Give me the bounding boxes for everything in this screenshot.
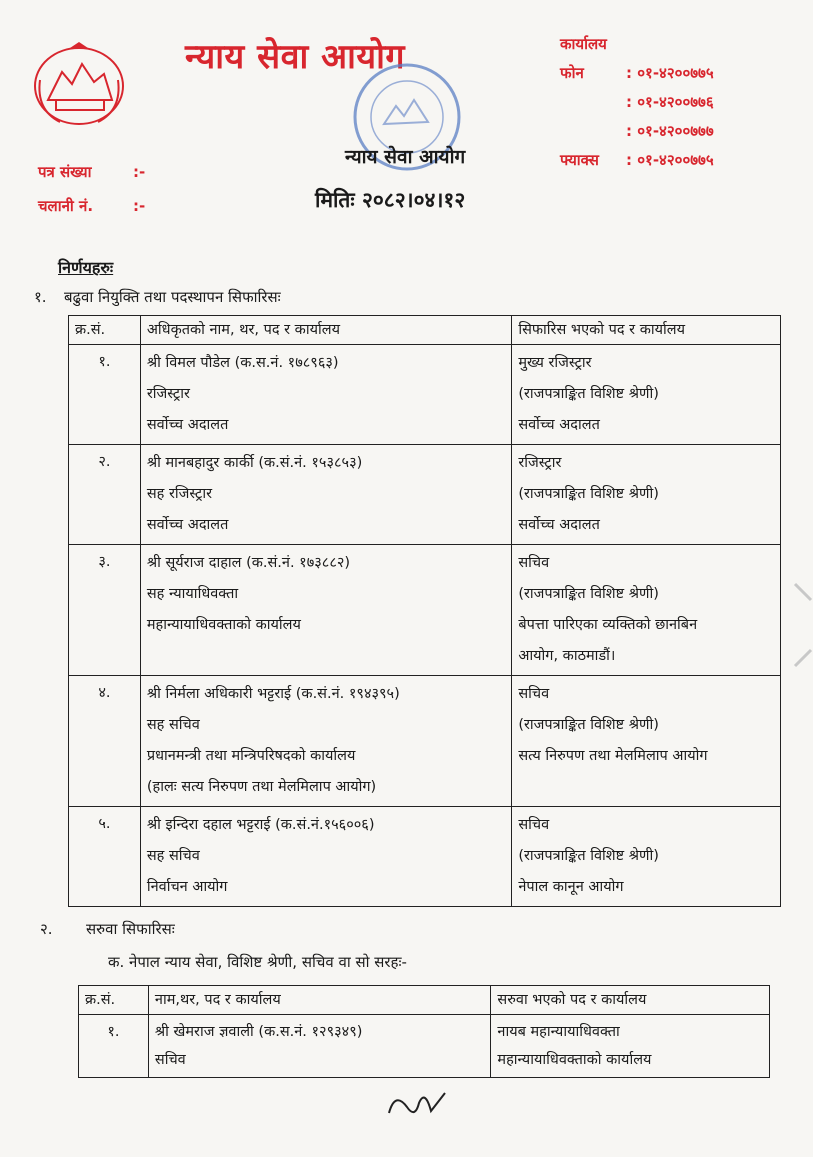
reference-block — [38, 155, 145, 223]
chevron-right-icon[interactable] — [793, 580, 813, 670]
org-title: न्याय सेवा आयोग — [185, 37, 406, 77]
phone-2: : ०१-४२००७७६ — [626, 93, 714, 111]
table-row: ३. श्री सूर्यराज दाहाल (क.सं.नं. १७३८८२) सह न्यायाधिवक्ता महान्यायाधिवक्ताको कार्यालय सचिव (राजपत्राङ्कित विशिष्ट श्रेणी) बेपत्ता पारिएका व्यक्तिको छानबिन आयोग, काठमाडौं। — [69, 545, 781, 676]
table-header-row — [69, 316, 781, 345]
col-sn: क्र.सं. — [69, 316, 141, 345]
chalani-label: चलानी नं. — [38, 197, 94, 215]
phone-1: : ०१-४२००७७५ — [626, 64, 714, 82]
table-row: १. श्री विमल पौडेल (क.स.नं. १७८९६३) रजिस्ट्रार सर्वोच्च अदालत मुख्य रजिस्ट्रार (राजपत्राङ्कित विशिष्ट श्रेणी) सर्वोच्च अदालत — [69, 345, 781, 445]
contact-block — [560, 30, 714, 175]
col-officer: नाम,थर, पद र कार्यालय — [148, 986, 491, 1015]
transfer-table — [78, 985, 770, 1078]
office-label: कार्यालय — [560, 35, 607, 53]
subtitle: न्याय सेवा आयोग — [345, 146, 466, 168]
fax-number: : ०१-४२००७७५ — [626, 151, 714, 169]
section2-title: २. सरुवा सिफारिसः — [40, 920, 175, 938]
patra-label: पत्र संख्या — [38, 163, 92, 181]
section2-subtitle: क. नेपाल न्याय सेवा, विशिष्ट श्रेणी, सचिव वा सो सरहः- — [108, 953, 407, 971]
col-recommended: सिफारिस भएको पद र कार्यालय — [512, 316, 781, 345]
fax-label: फ्याक्स — [560, 151, 599, 169]
col-transfer: सरुवा भएको पद र कार्यालय — [491, 986, 770, 1015]
table-row: २. श्री मानबहादुर कार्की (क.सं.नं. १५३८५३) सह रजिस्ट्रार सर्वोच्च अदालत रजिस्ट्रार (राजपत्राङ्कित विशिष्ट श्रेणी) सर्वोच्च अदालत — [69, 445, 781, 545]
col-sn: क्र.सं. — [79, 986, 149, 1015]
table-header-row — [79, 986, 770, 1015]
decisions-heading: निर्णयहरुः — [58, 258, 114, 277]
col-officer: अधिकृतको नाम, थर, पद र कार्यालय — [140, 316, 511, 345]
table-row: ५. श्री इन्दिरा दहाल भट्टराई (क.सं.नं.१५६००६) सह सचिव निर्वाचन आयोग सचिव (राजपत्राङ्कित विशिष्ट श्रेणी) नेपाल कानून आयोग — [69, 807, 781, 907]
phone-3: : ०१-४२००७७७ — [626, 122, 714, 140]
patra-value: :- — [133, 163, 146, 181]
signature-icon — [385, 1085, 450, 1125]
table-row: ४. श्री निर्मला अधिकारी भट्टराई (क.सं.नं. १९४३९५) सह सचिव प्रधानमन्त्री तथा मन्त्रिपरिषदको कार्यालय (हालः सत्य निरुपण तथा मेलमिलाप आयोग) सचिव (राजपत्राङ्कित विशिष्ट श्रेणी) सत्य निरुपण तथा मेलमिलाप आयोग — [69, 676, 781, 807]
section1-title: १. बढुवा नियुक्ति तथा पदस्थापन सिफारिसः — [34, 288, 281, 306]
date: मितिः २०८२।०४।१२ — [315, 188, 466, 212]
phone-label: फोन — [560, 64, 584, 82]
nepal-emblem-icon — [30, 40, 128, 128]
chalani-value: :- — [133, 197, 146, 215]
promotion-table — [68, 315, 781, 907]
table-row: १. श्री खेमराज ज्ञवाली (क.स.नं. १२९३४९) सचिव नायब महान्यायाधिवक्ता महान्यायाधिवक्ताको कार्यालय — [79, 1015, 770, 1078]
